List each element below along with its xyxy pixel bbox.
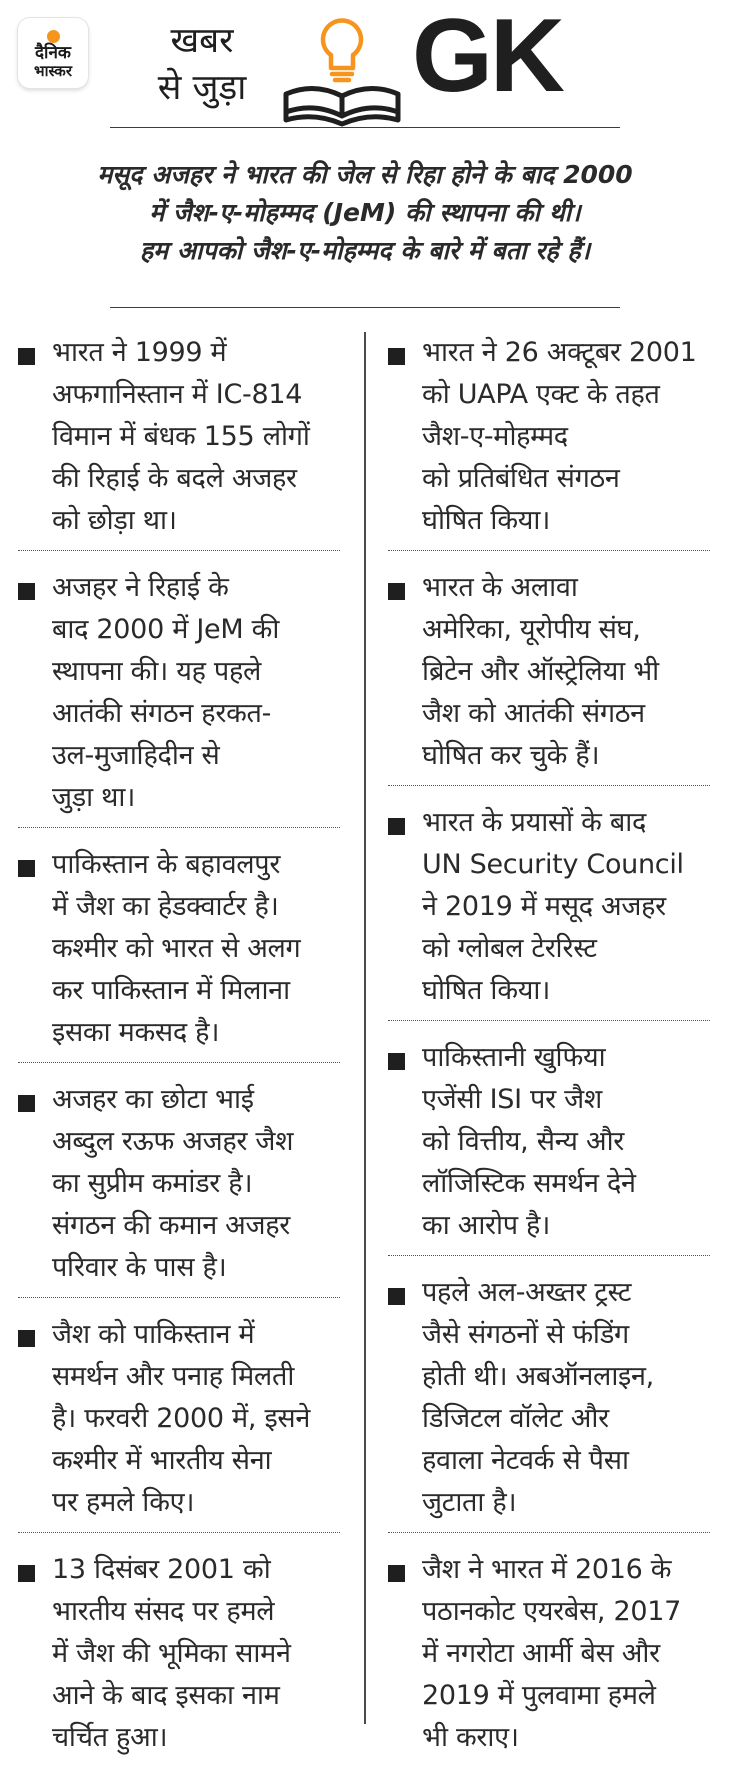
- fact-line: ने 2019 में मसूद अजहर: [422, 891, 666, 922]
- square-bullet-icon: [18, 1330, 35, 1347]
- right-column: [388, 332, 710, 1783]
- intro-line-2: में जैश-ए-मोहम्मद (JeM) की स्थापना की थी।: [149, 198, 581, 227]
- fact-line: UN Security Council: [422, 849, 684, 880]
- fact-line: अब्दुल रऊफ अजहर जैश: [52, 1126, 294, 1157]
- fact-line: पाकिस्तान के बहावलपुर: [52, 849, 281, 880]
- fact-line: घोषित किया।: [422, 505, 551, 536]
- fact-text: [422, 802, 710, 1012]
- fact-line: भी कराए।: [422, 1722, 519, 1753]
- square-bullet-icon: [388, 583, 405, 600]
- fact-line: को वित्तीय, सैन्य और: [422, 1126, 625, 1157]
- fact-line: में नगरोटा आर्मी बेस और: [422, 1638, 660, 1669]
- fact-line: जैश को आतंकी संगठन: [422, 698, 645, 729]
- sun-icon: [47, 30, 60, 43]
- intro-line-3: हम आपको जैश-ए-मोहम्मद के बारे में बता रहे हैं।: [139, 236, 591, 265]
- fact-text: [422, 1272, 710, 1524]
- square-bullet-icon: [18, 1095, 35, 1112]
- header-rule: [110, 127, 620, 128]
- fact-text: [52, 567, 340, 819]
- fact-line: पाकिस्तानी खुफिया: [422, 1042, 606, 1073]
- fact-text: [52, 332, 340, 542]
- fact-line: बाद 2000 में JeM की: [52, 614, 280, 645]
- fact-item: [18, 844, 340, 1063]
- fact-line: में जैश का हेडक्वार्टर है।: [52, 891, 279, 922]
- square-bullet-icon: [18, 348, 35, 365]
- fact-text: [422, 332, 710, 542]
- fact-text: [52, 1079, 340, 1289]
- fact-item: [388, 1272, 710, 1533]
- fact-line: पहले अल-अख्तर ट्रस्ट: [422, 1277, 632, 1308]
- square-bullet-icon: [388, 1053, 405, 1070]
- fact-line: उल-मुजाहिदीन से: [52, 740, 220, 771]
- fact-item: [388, 332, 710, 551]
- fact-line: लॉजिस्टिक समर्थन देने: [422, 1168, 636, 1199]
- logo-line-2: भास्कर: [34, 62, 72, 80]
- fact-line: जैश-ए-मोहम्मद: [422, 421, 568, 452]
- fact-text: [422, 567, 710, 777]
- fact-line: भारतीय संसद पर हमले: [52, 1596, 275, 1627]
- fact-line: का आरोप है।: [422, 1210, 551, 1241]
- fact-line: जैश ने भारत में 2016 के: [422, 1554, 672, 1585]
- fact-line: अजहर का छोटा भाई: [52, 1084, 254, 1115]
- fact-line: पर हमले किए।: [52, 1487, 195, 1518]
- fact-line: समर्थन और पनाह मिलती: [52, 1361, 295, 1392]
- page-header: [0, 0, 730, 140]
- fact-item: [18, 1079, 340, 1298]
- square-bullet-icon: [388, 1565, 405, 1582]
- fact-line: आने के बाद इसका नाम: [52, 1680, 280, 1711]
- logo-line-1: दैनिक: [35, 43, 71, 63]
- fact-text: [52, 1314, 340, 1524]
- dainik-bhaskar-logo: [18, 18, 88, 88]
- fact-line: की रिहाई के बदले अजहर: [52, 463, 297, 494]
- fact-line: को प्रतिबंधित संगठन: [422, 463, 620, 494]
- fact-line: कश्मीर को भारत से अलग: [52, 933, 301, 964]
- header-title: [142, 18, 262, 112]
- fact-line: परिवार के पास है।: [52, 1252, 227, 1283]
- fact-line: विमान में बंधक 155 लोगों: [52, 421, 310, 452]
- fact-line: को छोड़ा था।: [52, 505, 177, 536]
- left-column: [18, 332, 340, 1783]
- fact-line: जैसे संगठनों से फंडिंग: [422, 1319, 629, 1350]
- header-title-part2: से जुड़ा: [157, 68, 247, 108]
- fact-line: जुड़ा था।: [52, 782, 136, 813]
- fact-line: 2019 में पुलवामा हमले: [422, 1680, 656, 1711]
- fact-text: [422, 1549, 710, 1759]
- fact-line: आतंकी संगठन हरकत-: [52, 698, 272, 729]
- fact-line: घोषित कर चुके हैं।: [422, 740, 600, 771]
- fact-item: [388, 1549, 710, 1767]
- fact-line: जैश को पाकिस्तान में: [52, 1319, 255, 1350]
- intro-text: [20, 156, 710, 270]
- fact-line: भारत के अलावा: [422, 572, 578, 603]
- fact-line: भारत के प्रयासों के बाद: [422, 807, 647, 838]
- square-bullet-icon: [388, 1288, 405, 1305]
- square-bullet-icon: [388, 818, 405, 835]
- square-bullet-icon: [18, 1565, 35, 1582]
- gk-title: GK: [412, 0, 562, 114]
- header-title-part1: खबर: [170, 21, 234, 61]
- square-bullet-icon: [388, 348, 405, 365]
- fact-line: घोषित किया।: [422, 975, 551, 1006]
- square-bullet-icon: [18, 583, 35, 600]
- fact-line: अजहर ने रिहाई के: [52, 572, 229, 603]
- fact-item: [18, 567, 340, 828]
- fact-line: संगठन की कमान अजहर: [52, 1210, 291, 1241]
- fact-line: एजेंसी ISI पर जैश: [422, 1084, 602, 1115]
- fact-line: 13 दिसंबर 2001 को: [52, 1554, 271, 1585]
- intro-rule: [110, 307, 620, 308]
- fact-line: इसका मकसद है।: [52, 1017, 220, 1048]
- column-divider: [364, 332, 366, 1724]
- fact-line: हवाला नेटवर्क से पैसा: [422, 1445, 629, 1476]
- fact-line: को UAPA एक्ट के तहत: [422, 379, 660, 410]
- lightbulb-book-icon: [282, 16, 402, 136]
- fact-text: [52, 844, 340, 1054]
- fact-line: को ग्लोबल टेररिस्ट: [422, 933, 597, 964]
- fact-line: का सुप्रीम कमांडर है।: [52, 1168, 253, 1199]
- square-bullet-icon: [18, 860, 35, 877]
- fact-line: डिजिटल वॉलेट और: [422, 1403, 609, 1434]
- fact-line: ब्रिटेन और ऑस्ट्रेलिया भी: [422, 656, 659, 687]
- fact-line: चर्चित हुआ।: [52, 1722, 168, 1753]
- fact-line: स्थापना की। यह पहले: [52, 656, 262, 687]
- fact-line: होती थी। अबऑनलाइन,: [422, 1361, 654, 1392]
- fact-line: भारत ने 26 अक्टूबर 2001: [422, 337, 697, 368]
- fact-line: है। फरवरी 2000 में, इसने: [52, 1403, 311, 1434]
- fact-line: अफगानिस्तान में IC-814: [52, 379, 303, 410]
- intro-line-1: मसूद अजहर ने भारत की जेल से रिहा होने के बाद 2000: [97, 160, 633, 189]
- fact-item: [388, 1037, 710, 1256]
- fact-item: [18, 1549, 340, 1767]
- fact-line: कश्मीर में भारतीय सेना: [52, 1445, 272, 1476]
- fact-line: कर पाकिस्तान में मिलाना: [52, 975, 290, 1006]
- fact-line: पठानकोट एयरबेस, 2017: [422, 1596, 682, 1627]
- fact-item: [18, 332, 340, 551]
- fact-line: अमेरिका, यूरोपीय संघ,: [422, 614, 641, 645]
- fact-item: [388, 567, 710, 786]
- fact-text: [422, 1037, 710, 1247]
- fact-line: जुटाता है।: [422, 1487, 517, 1518]
- fact-line: भारत ने 1999 में: [52, 337, 227, 368]
- fact-line: में जैश की भूमिका सामने: [52, 1638, 291, 1669]
- fact-item: [388, 802, 710, 1021]
- fact-text: [52, 1549, 340, 1759]
- fact-item: [18, 1314, 340, 1533]
